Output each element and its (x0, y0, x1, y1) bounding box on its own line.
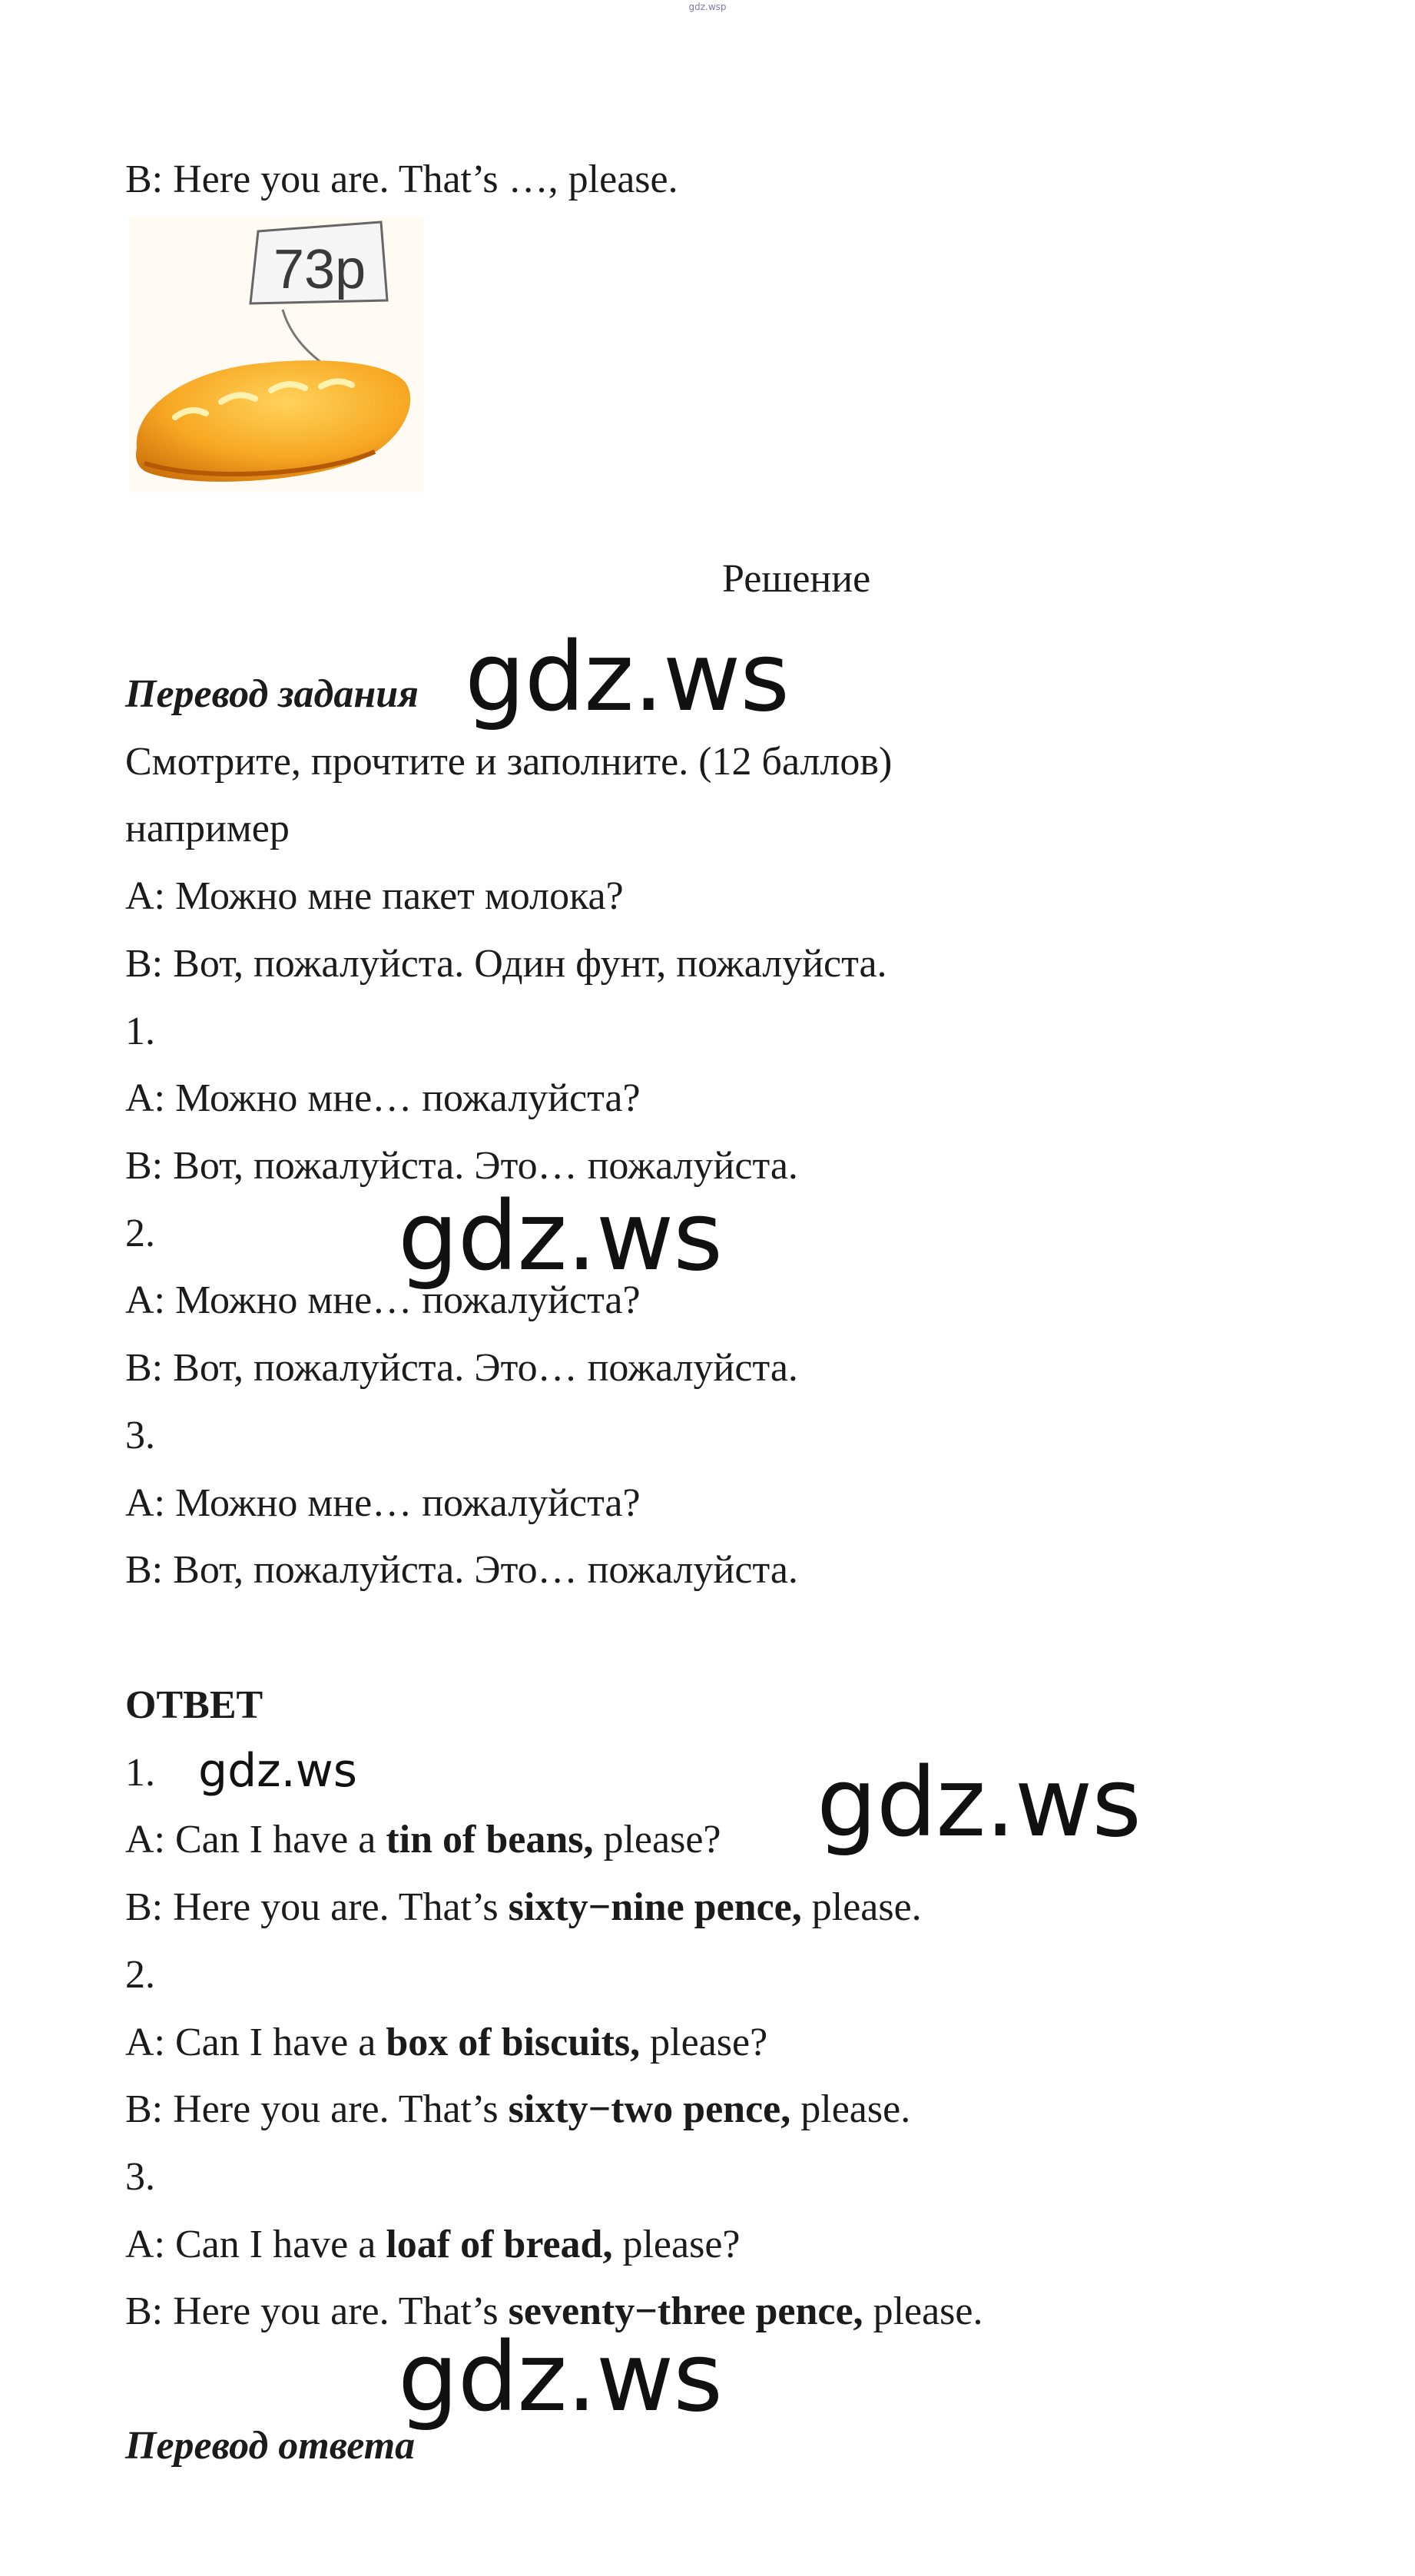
translation-line: A: Можно мне… пожалуйста? (125, 1278, 641, 1322)
answer-line-b (125, 2087, 911, 2131)
answer-a-bold: loaf of bread, (386, 2223, 613, 2266)
answer-a-prefix: A: Can I have a (125, 1818, 386, 1862)
answer-number: 3. (125, 2155, 155, 2199)
answer-a-suffix: please? (640, 2021, 768, 2064)
answer-a-prefix: A: Can I have a (125, 2021, 386, 2064)
answer-line-a (125, 2225, 740, 2265)
answer-heading: ОТВЕТ (125, 1683, 263, 1727)
answer-b-bold: sixty−nine pence, (508, 1885, 802, 1929)
translation-line: 3. (125, 1414, 155, 1457)
header-mark: gdz.wsp (688, 2, 727, 12)
translation-line: 1. (125, 1010, 155, 1053)
answer-translation-heading: Перевод ответа (125, 2424, 416, 2468)
translation-line: A: Можно мне… пожалуйста? (125, 1076, 641, 1120)
answer-b-bold: seventy−three pence, (508, 2289, 863, 2333)
watermark: gdz.ws (465, 622, 789, 733)
dialogue-line: B: Here you are. That’s …, please. (125, 157, 678, 201)
answer-a-suffix: please? (593, 1818, 721, 1862)
translation-line: B: Вот, пожалуйста. Это… пожалуйста. (125, 1144, 798, 1188)
answer-a-prefix: A: Can I have a (125, 2223, 386, 2266)
translation-line: B: Вот, пожалуйста. Это… пожалуйста. (125, 1548, 798, 1592)
answer-line-a (125, 1820, 721, 1860)
watermark: gdz.ws (398, 1182, 722, 1292)
answer-a-bold: tin of beans, (386, 1818, 594, 1862)
answer-b-bold: sixty−two pence, (508, 2087, 791, 2131)
answer-b-suffix: please. (801, 1885, 922, 1929)
answer-a-suffix: please? (612, 2223, 741, 2266)
answer-a-bold: box of biscuits, (386, 2021, 641, 2064)
solution-heading: Решение (722, 557, 871, 601)
watermark: gdz.ws (398, 2322, 722, 2433)
translation-line: B: Вот, пожалуйста. Один фунт, пожалуйста. (125, 942, 887, 986)
answer-number: 2. (125, 1953, 155, 1997)
price-tag (250, 222, 387, 303)
price-tag-label: 73p (273, 239, 366, 300)
answer-line-b (125, 1885, 922, 1929)
answer-b-suffix: please. (863, 2289, 983, 2333)
translation-heading: Перевод задания (125, 672, 419, 716)
translation-line: например (125, 807, 290, 850)
answer-b-prefix: B: Here you are. That’s (125, 2289, 509, 2333)
answer-b-suffix: please. (790, 2087, 911, 2131)
translation-line: B: Вот, пожалуйста. Это… пожалуйста. (125, 1346, 798, 1390)
translation-line: A: Можно мне пакет молока? (125, 874, 624, 918)
answer-b-prefix: B: Here you are. That’s (125, 2087, 509, 2131)
translation-line: Смотрите, прочтите и заполните. (12 баллов) (125, 740, 893, 784)
watermark: gdz.ws (198, 1744, 358, 1798)
translation-line: A: Можно мне… пожалуйста? (125, 1481, 641, 1525)
answer-b-prefix: B: Here you are. That’s (125, 1885, 509, 1929)
translation-line: 2. (125, 1212, 155, 1255)
answer-number: 1. (125, 1751, 155, 1795)
watermark: gdz.ws (817, 1748, 1141, 1858)
bread-price-image (129, 217, 424, 492)
answer-line-a (125, 2023, 767, 2063)
